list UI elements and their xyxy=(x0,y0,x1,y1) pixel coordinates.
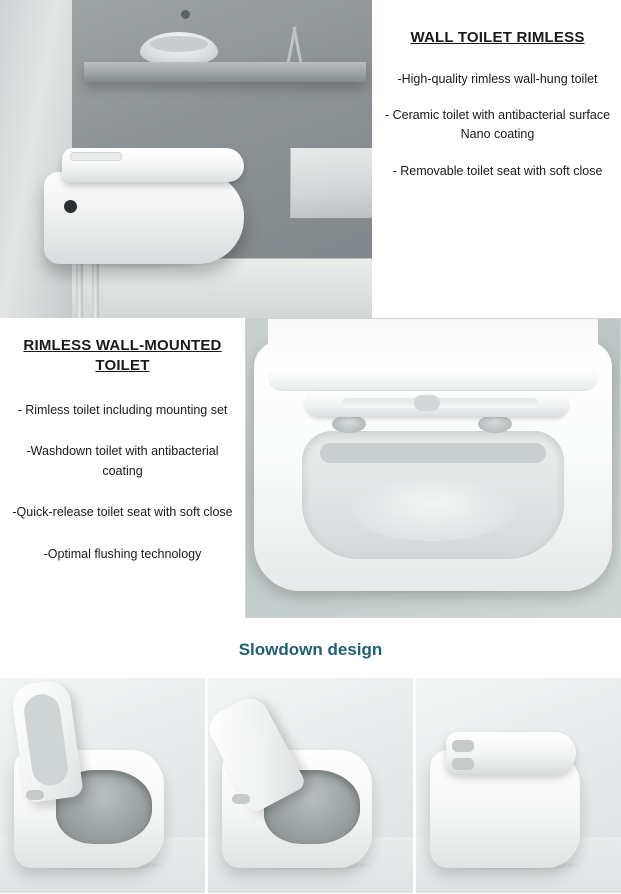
section-one-text xyxy=(372,0,621,318)
lid-hinge xyxy=(26,790,44,800)
washbasin-rim xyxy=(150,36,208,52)
product-section-rimless-wall-toilet xyxy=(0,0,621,318)
hero-product-photo xyxy=(0,0,372,318)
wall-shelf xyxy=(84,62,366,82)
slowdown-title: Slowdown design xyxy=(238,640,383,659)
feature-bullet: - Rimless toilet including mounting set xyxy=(17,403,228,417)
lid-hinge-upper xyxy=(452,740,474,752)
section-two-title: RIMLESS WALL-MOUNTED TOILET xyxy=(23,337,222,374)
slowdown-step-1 xyxy=(0,678,205,893)
feature-bullet: -Washdown toilet with antibacterial coating xyxy=(26,444,219,478)
slowdown-image-row xyxy=(0,678,621,893)
feature-bullet: - Ceramic toilet with antibacterial surface Nano coating xyxy=(384,107,611,142)
water-surface xyxy=(350,479,516,541)
page-title: WALL TOILET RIMLESS xyxy=(410,29,585,46)
slowdown-step-3 xyxy=(416,678,621,893)
feature-bullet: -Optimal flushing technology xyxy=(43,546,202,561)
toilet-mount-hole xyxy=(64,200,77,213)
toilet-hinge-plate xyxy=(70,152,122,161)
lid-hinge-lower xyxy=(452,758,474,770)
seat-hinge-bar-inner xyxy=(342,398,538,408)
detail-product-photo xyxy=(245,318,621,618)
feature-bullet: -High-quality rimless wall-hung toilet xyxy=(397,71,598,86)
toilet-ceramic-body xyxy=(44,172,244,264)
slowdown-design-section xyxy=(0,640,621,893)
quick-release-hinge-left xyxy=(332,415,366,433)
feature-bullet: - Removable toilet seat with soft close xyxy=(392,163,603,178)
ceiling-spot-icon xyxy=(181,10,190,19)
quick-release-hinge-right xyxy=(478,415,512,433)
rimless-groove xyxy=(320,443,546,463)
toilet-lid-raised xyxy=(268,319,598,391)
section-two-text xyxy=(0,318,245,618)
slowdown-step-2 xyxy=(208,678,413,893)
wall-cabinet xyxy=(290,148,372,218)
quick-release-button xyxy=(414,395,440,411)
lid-hinge xyxy=(232,794,250,804)
product-section-rimless-wall-mounted xyxy=(0,318,621,618)
feature-bullet: -Quick-release toilet seat with soft close xyxy=(12,505,233,520)
